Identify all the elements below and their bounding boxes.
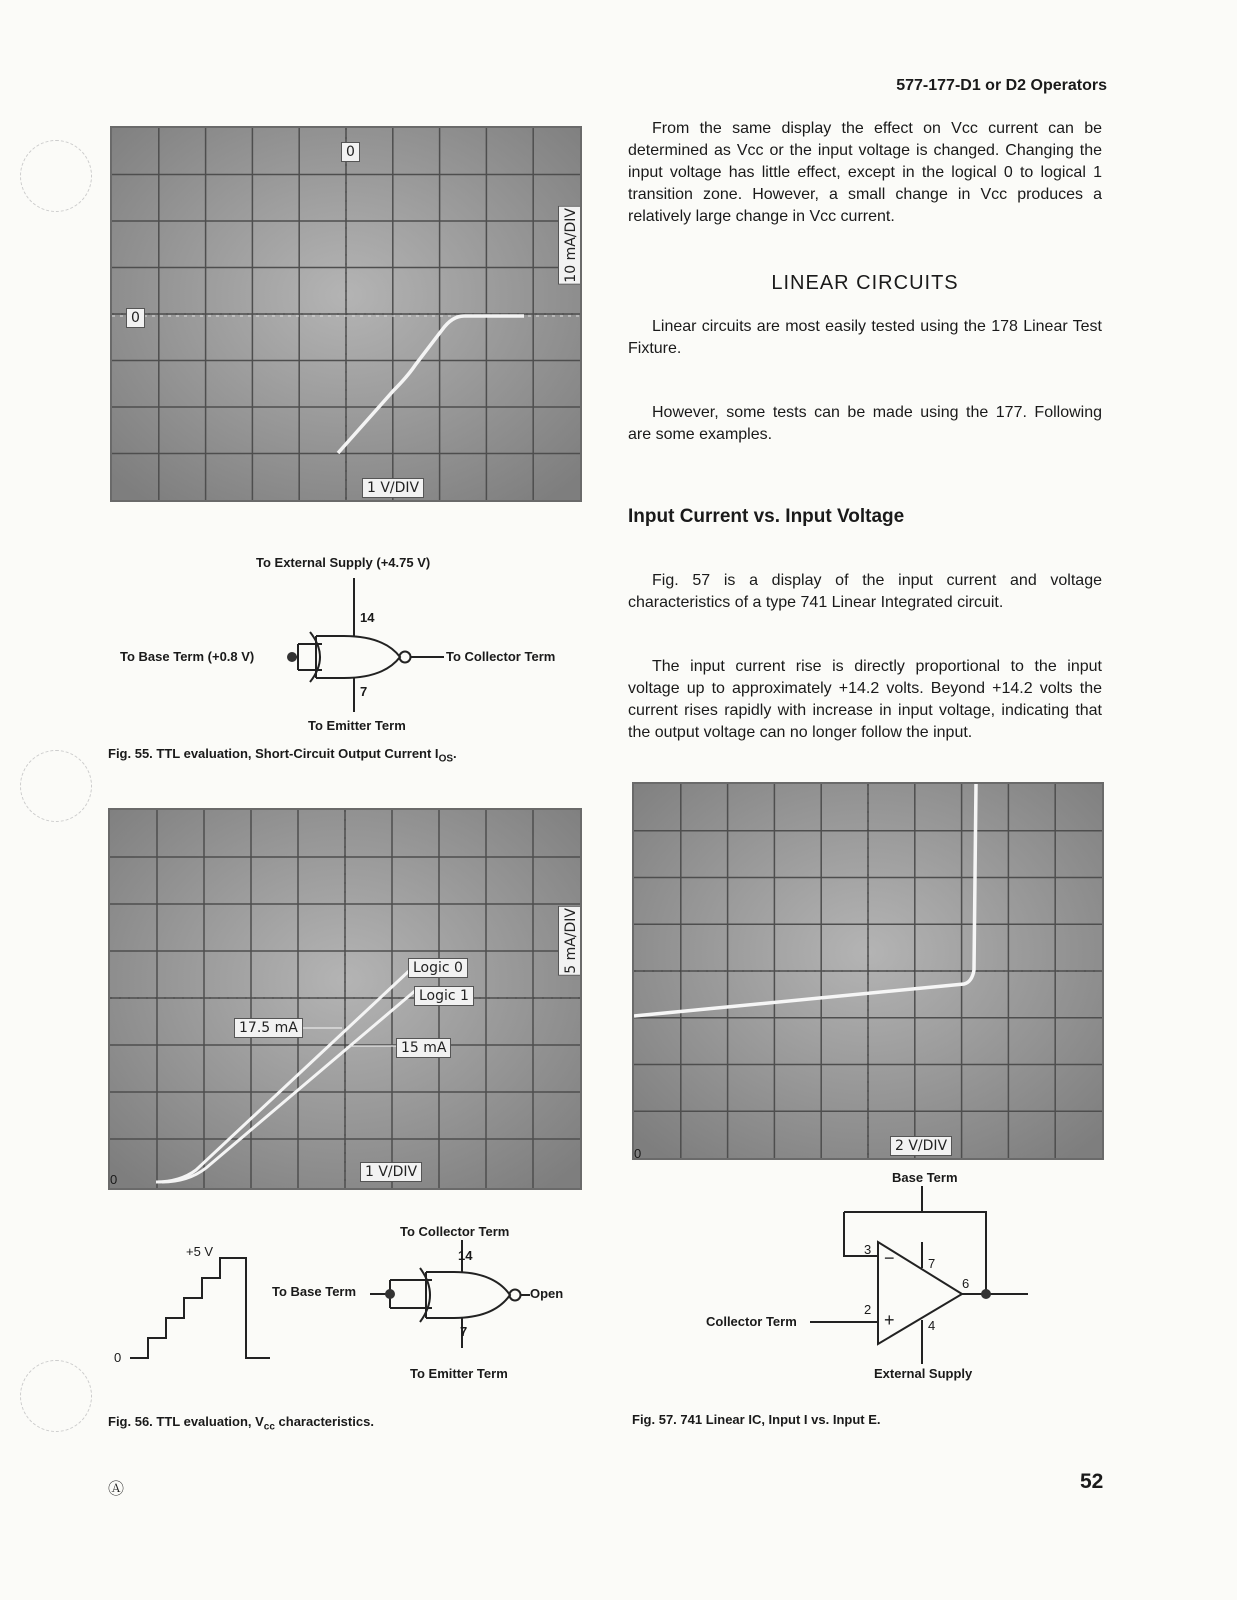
scope1-zero-top-label: 0 — [341, 142, 360, 162]
linear-circuits-heading: LINEAR CIRCUITS — [771, 272, 959, 294]
scope1-vertical-scale-label: 10 mA/DIV — [558, 206, 582, 285]
scope2-horizontal-scale-label: 1 V/DIV — [360, 1162, 422, 1182]
fig56-open-label: Open — [530, 1286, 564, 1301]
fig55-supply-label: To External Supply (+4.75 V) — [256, 555, 431, 570]
fig57-pin2-label: 2 — [864, 1302, 872, 1317]
circuit-diagram-fig56 — [108, 1222, 588, 1392]
fig55-pin7-label: 7 — [360, 684, 368, 699]
fig57-noninverting-input-sign: + — [884, 1310, 895, 1330]
fig55-caption: Fig. 55. TTL evaluation, Short-Circuit Output Current $I_{OS}$. — [108, 746, 457, 765]
fig56-pin14-label: 14 — [458, 1248, 473, 1263]
fig57-pin3-label: 3 — [864, 1242, 872, 1257]
scope3-zero-label: 0 — [634, 1146, 642, 1161]
fig56-plus5-label: +5 V — [186, 1244, 214, 1259]
footer-mark: Ⓐ — [108, 1481, 125, 1498]
scope2-current-15-label: 15 mA — [396, 1038, 451, 1058]
fig57-pin4-label: 4 — [928, 1318, 936, 1333]
fig55-collector-label: To Collector Term — [446, 649, 556, 664]
scope3-horizontal-scale-label: 2 V/DIV — [890, 1136, 952, 1156]
fig56-pin7-label: 7 — [460, 1324, 468, 1339]
page-number: 52 — [1080, 1470, 1104, 1493]
input-paragraph-2: The input current rise is directly proportional to the input voltage up to approximately +14.2 volts. Beyond +14.2 volts the current rises rapidly with increase in input voltage, indicating that the output voltage can no longer follow the input. — [628, 658, 1102, 741]
fig57-external-supply-label: External Supply — [874, 1366, 973, 1381]
linear-paragraph-1: Linear circuits are most easily tested using the 178 Linear Test Fixture. — [628, 318, 1102, 357]
page-header: 577-177-D1 or D2 Operators — [896, 77, 1107, 94]
circuit-diagram-fig55 — [108, 552, 588, 738]
fig56-emitter-label: To Emitter Term — [410, 1366, 508, 1381]
fig55-pin14-label: 14 — [360, 610, 375, 625]
punch-hole-mark — [20, 750, 92, 822]
scope2-current-17-5-label: 17.5 mA — [234, 1018, 303, 1038]
fig55-base-label: To Base Term (+0.8 V) — [120, 649, 255, 664]
scope2-vertical-scale-label: 5 mA/DIV — [558, 906, 582, 976]
oscilloscope-display-fig56 — [108, 808, 582, 1190]
input-paragraph-1: Fig. 57 is a display of the input current and voltage characteristics of a type 741 Linear Integrated circuit. — [628, 572, 1102, 611]
scope2-logic0-label: Logic 0 — [408, 958, 468, 978]
oscilloscope-display-fig57 — [632, 782, 1104, 1160]
scope2-zero-label: 0 — [110, 1172, 118, 1187]
fig57-pin6-label: 6 — [962, 1276, 970, 1291]
scope2-logic1-label: Logic 1 — [414, 986, 474, 1006]
circuit-diagram-fig57 — [700, 1168, 1040, 1388]
fig56-caption: Fig. 56. TTL evaluation, $V_{cc}$ characteristics. — [108, 1414, 374, 1433]
punch-hole-mark — [20, 140, 92, 212]
scope1-zero-left-label: 0 — [126, 308, 145, 328]
fig56-base-label: To Base Term — [272, 1284, 357, 1299]
linear-paragraph-2: However, some tests can be made using the 177. Following are some examples. — [628, 404, 1102, 443]
oscilloscope-display-fig54 — [110, 126, 582, 502]
fig57-caption: Fig. 57. 741 Linear IC, Input I vs. Input E. — [632, 1412, 881, 1427]
fig57-collector-term-label: Collector Term — [706, 1314, 797, 1329]
fig56-zero-label: 0 — [114, 1350, 122, 1365]
input-current-heading: Input Current vs. Input Voltage — [628, 506, 905, 527]
fig55-emitter-label: To Emitter Term — [308, 718, 406, 733]
intro-paragraph: From the same display the effect on Vcc current can be determined as Vcc or the input voltage is changed. Changing the input voltage has little effect, except in the logical 0 to logical 1 transition zone. However, a small change in Vcc produces a relatively large change in Vcc current. — [628, 120, 1102, 225]
fig57-pin7-label: 7 — [928, 1256, 936, 1271]
fig56-collector-label: To Collector Term — [400, 1224, 510, 1239]
fig57-base-term-label: Base Term — [892, 1170, 958, 1185]
fig57-inverting-input-sign: − — [884, 1248, 895, 1268]
scope1-horizontal-scale-label: 1 V/DIV — [362, 478, 424, 498]
punch-hole-mark — [20, 1360, 92, 1432]
